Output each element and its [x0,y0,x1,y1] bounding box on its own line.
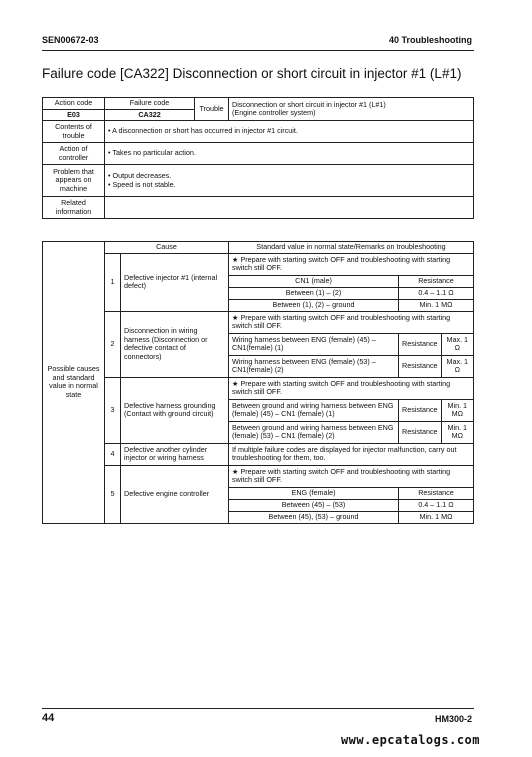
problem-label: Problem that appears on machine [43,165,105,197]
trouble-description [229,98,474,121]
cause-2-r1a: Wiring harness between ENG (female) (45) – CN1(female) (1) [229,333,399,355]
header-rule [42,50,474,51]
cause-header: Cause [105,242,229,254]
cause-3-r2a: Between ground and wiring harness between ENG (female) (53) – CN1 (female) (2) [229,421,399,443]
cause-2-r2b: Resistance [399,355,442,377]
cause-5-text: Defective engine controller [121,465,229,523]
action-label: Action of controller [43,143,105,165]
doc-code: SEN00672-03 [42,35,99,45]
model-code: HM300-2 [434,714,472,724]
cause-2-note: ★ Prepare with starting switch OFF and troubleshooting with starting switch still OFF. [229,311,474,333]
cause-5-col2: Resistance [399,487,474,499]
trouble-label: Trouble [195,98,229,121]
problem-line2: • Speed is not stable. [108,179,176,189]
cause-3-r1a: Between ground and wiring harness between ENG (female) (45) – CN1 (female) (1) [229,399,399,421]
action-code-value: E03 [43,109,105,121]
cause-5-r1a: Between (45) – (53) [229,499,399,511]
related-label: Related information [43,197,105,219]
cause-1-r2b: Min. 1 MΩ [399,299,474,311]
cause-4-num: 4 [105,443,121,465]
cause-3-r2c: Min. 1 MΩ [441,421,473,443]
cause-2-text: Disconnection in wiring harness (Disconnection or defective contact of connectors) [121,311,229,377]
cause-3-note: ★ Prepare with starting switch OFF and troubleshooting with starting switch still OFF. [229,377,474,399]
failure-code-value: CA322 [105,109,195,121]
page-number: 44 [42,712,55,724]
cause-5-r2a: Between (45), (53) – ground [229,511,399,523]
cause-3-num: 3 [105,377,121,443]
cause-1-r2a: Between (1), (2) – ground [229,299,399,311]
contents-label: Contents of trouble [43,121,105,143]
failure-info-table [42,97,474,219]
cause-1-num: 1 [105,253,121,311]
cause-3-r2b: Resistance [399,421,442,443]
related-value [105,197,474,219]
cause-5-note: ★ Prepare with starting switch OFF and troubleshooting with starting switch still OFF. [229,465,474,487]
cause-5-col1: ENG (female) [229,487,399,499]
cause-1-note: ★ Prepare with starting switch OFF and troubleshooting with starting switch still OFF. [229,253,474,275]
problem-value [105,165,474,197]
problem-line1: • Output decreases. [108,171,172,181]
cause-1-text: Defective injector #1 (internal defect) [121,253,229,311]
watermark: www.epcatalogs.com [340,733,480,747]
causes-table [42,241,474,524]
cause-1-r1a: Between (1) – (2) [229,287,399,299]
cause-2-r1c: Max. 1 Ω [441,333,473,355]
cause-5-num: 5 [105,465,121,523]
cause-1-col2: Resistance [399,275,474,287]
causes-side-label: Possible causes and standard value in normal state [43,242,105,524]
trouble-line2: (Engine controller system) [232,108,316,118]
cause-2-r2c: Max. 1 Ω [441,355,473,377]
cause-4-note: If multiple failure codes are displayed for injector malfunction, carry out troubleshooting for them, too. [229,443,474,465]
cause-2-num: 2 [105,311,121,377]
cause-3-r1b: Resistance [399,399,442,421]
action-code-label: Action code [43,98,105,110]
cause-2-r2a: Wiring harness between ENG (female) (53) – CN1(female) (2) [229,355,399,377]
section-title: 40 Troubleshooting [388,35,472,45]
cause-3-r1c: Min. 1 MΩ [441,399,473,421]
cause-1-col1: CN1 (male) [229,275,399,287]
footer-rule [42,708,474,709]
cause-1-r1b: 0.4 – 1.1 Ω [399,287,474,299]
failure-code-label: Failure code [105,98,195,110]
trouble-line1: Disconnection or short circuit in injector #1 (L#1) [232,99,386,109]
cause-5-r1b: 0.4 – 1.1 Ω [399,499,474,511]
cause-3-text: Defective harness grounding (Contact with ground circuit) [121,377,229,443]
page-title: Failure code [CA322] Disconnection or short circuit in injector #1 (L#1) [42,66,462,81]
cause-2-r1b: Resistance [399,333,442,355]
cause-5-r2b: Min. 1 MΩ [399,511,474,523]
action-value: • Takes no particular action. [105,143,474,165]
cause-4-text: Defective another cylinder injector or wiring harness [121,443,229,465]
contents-value: • A disconnection or short has occurred in injector #1 circuit. [105,121,474,143]
standard-header: Standard value in normal state/Remarks on troubleshooting [229,242,474,254]
